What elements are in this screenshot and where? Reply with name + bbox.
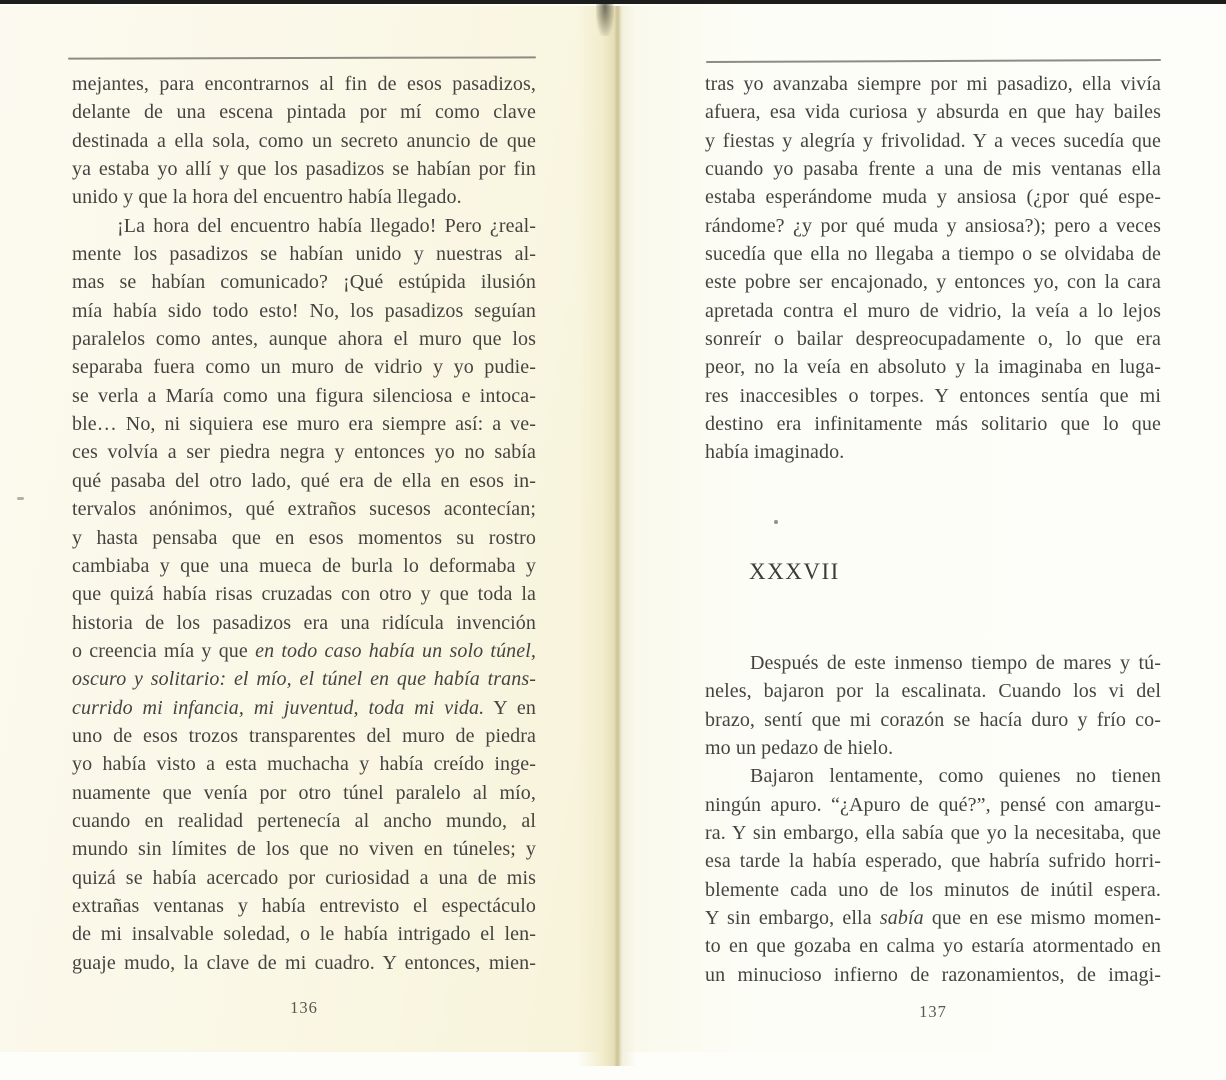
text-line: mía había sido todo esto! No, los pasadizos seguían: [72, 299, 536, 322]
page-number-right: 137: [919, 1002, 947, 1021]
text-line: este pobre ser encajonado, y entonces yo, con la cara: [705, 271, 1161, 294]
text-line: mo un pedazo de hielo.: [705, 737, 894, 760]
text-line: y hasta pensaba que en esos momentos su rostro: [72, 526, 536, 549]
scan-speck-margin: [17, 497, 24, 500]
text-line: ces volvía a ser piedra negra y entonces yo no sabía: [72, 441, 536, 464]
text-line: mas se habían comunicado? ¡Qué estúpida ilusión: [72, 271, 536, 294]
text-line: neles, bajaron por la escalinata. Cuando los vi del: [705, 680, 1161, 703]
text-line: currido mi infancia, mi juventud, toda mi vida. Y en: [72, 696, 536, 719]
text-line: historia de los pasadizos era una ridícula invención: [72, 611, 536, 634]
text-line: ble… No, ni siquiera ese muro era siempre así: a ve-: [72, 413, 536, 436]
text-line: rándome? ¿y por qué muda y ansiosa?); pero a veces: [705, 214, 1161, 237]
text-line: mente los pasadizos se habían unido y nuestras al-: [72, 243, 536, 266]
text-line: uno de esos trozos transparentes del muro de piedra: [72, 724, 536, 747]
text-line: separaba fuera como un muro de vidrio y yo pudie-: [72, 356, 536, 379]
text-line: extrañas ventanas y había entrevisto el espectáculo: [72, 894, 536, 917]
text-line: quizá se había acercado por curiosidad a una de mis: [72, 866, 536, 889]
text-line: tervalos anónimos, qué extraños sucesos acontecían;: [72, 498, 536, 521]
text-line: de mi insalvable soledad, o le había intrigado el len-: [72, 923, 536, 946]
page-right-text-column-bottom: [705, 649, 1161, 989]
text-line: paralelos como antes, aunque ahora el muro que los: [72, 328, 536, 351]
text-line: res inaccesibles o torpes. Y entonces sentía que mi: [705, 384, 1161, 407]
text-line: Bajaron lentamente, como quienes no tienen: [750, 765, 1161, 788]
text-line: guaje mudo, la clave de mi cuadro. Y entonces, mien-: [72, 951, 536, 974]
text-line: mundo sin límites de los que no viven en túneles; y: [72, 838, 536, 861]
text-line: cuando yo pasaba frente a una de mis ventanas ella: [705, 158, 1161, 181]
text-line: ¡La hora del encuentro había llegado! Pero ¿real-: [117, 214, 536, 237]
text-line: sucedía que ella no llegaba a tiempo o se olvidaba de: [705, 243, 1161, 266]
text-line: nuamente que venía por otro túnel paralelo al mío,: [72, 781, 536, 804]
text-line: sonreír o bailar despreocupadamente o, lo que era: [705, 328, 1161, 351]
page-right-text-column-top: [705, 70, 1161, 467]
page-left-text-column: [72, 70, 536, 977]
text-line: oscuro y solitario: el mío, el túnel en que había trans-: [72, 668, 536, 691]
text-line: destino era infinitamente más solitario que lo que: [705, 413, 1161, 436]
text-line: brazo, sentí que mi corazón se hacía duro y frío co-: [705, 708, 1161, 731]
book-gutter-crease: [578, 6, 636, 1066]
text-line: cambiaba y que una mueca de burla lo deformaba y: [72, 554, 536, 577]
text-line: destinada a ella sola, como un secreto anuncio de que: [72, 129, 536, 152]
gutter-shadow-top: [596, 4, 614, 36]
text-line: y fiestas y alegría y frivolidad. Y a veces sucedía que: [705, 129, 1161, 152]
text-line: ningún apuro. “¿Apuro de qué?”, pensé con amargu-: [705, 793, 1161, 816]
text-line: ya estaba yo allí y que los pasadizos se habían por fin: [72, 158, 536, 181]
text-line: o creencia mía y que en todo caso había un solo túnel,: [72, 639, 536, 662]
text-line: Y sin embargo, ella sabía que en ese mismo momen-: [705, 907, 1161, 930]
text-line: Después de este inmenso tiempo de mares y tú-: [750, 652, 1161, 674]
text-line: estaba esperándome muda y ansiosa (¿por qué espe-: [705, 186, 1161, 209]
text-line: afuera, esa vida curiosa y absurda en que hay bailes: [705, 101, 1161, 124]
scan-speck-dot: [774, 520, 778, 524]
text-line: to en que gozaba en calma yo estaría atormentado en: [705, 935, 1161, 958]
text-line: un minucioso infierno de razonamientos, de imagi-: [705, 963, 1161, 986]
text-line: yo había visto a esta muchacha y había creído inge-: [72, 753, 536, 776]
text-line: apretada contra el muro de vidrio, la veía a lo lejos: [705, 299, 1161, 322]
page-number-left: 136: [290, 998, 318, 1017]
text-line: mejantes, para encontrarnos al fin de esos pasadizos,: [72, 73, 536, 95]
text-line: que quizá había risas cruzadas con otro y que toda la: [72, 583, 536, 606]
text-line: cuando en realidad pertenecía al ancho mundo, al: [72, 809, 536, 832]
text-line: ra. Y sin embargo, ella sabía que yo la necesitaba, que: [705, 822, 1161, 845]
text-line: esa tarde la había esperado, que habría sufrido horri-: [705, 850, 1161, 873]
text-line: se verla a María como una figura silenciosa e intoca-: [72, 384, 536, 407]
text-line: tras yo avanzaba siempre por mi pasadizo, ella vivía: [705, 73, 1161, 95]
text-line: había imaginado.: [705, 441, 845, 464]
text-line: qué pasaba del otro lado, qué era de ella en esos in-: [72, 469, 536, 492]
chapter-heading: XXXVII: [749, 559, 840, 584]
text-line: unido y que la hora del encuentro había llegado.: [72, 186, 462, 209]
text-line: blemente cada uno de los minutos de inútil espera.: [705, 878, 1161, 901]
text-line: delante de una escena pintada por mí como clave: [72, 101, 536, 124]
text-line: peor, no la veía en absoluto y la imaginaba en luga-: [705, 356, 1161, 379]
